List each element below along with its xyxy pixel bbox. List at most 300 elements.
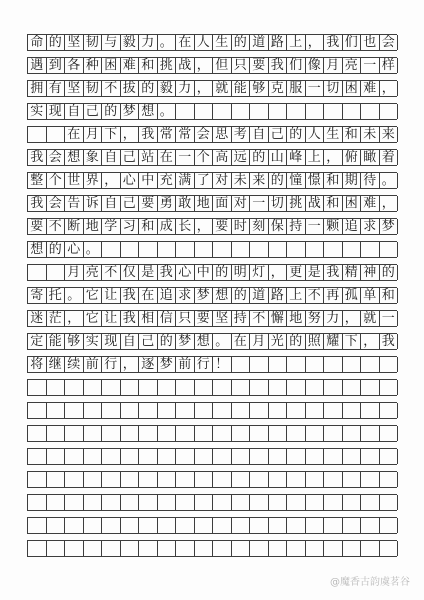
grid-cell: 们 bbox=[287, 58, 306, 73]
grid-cell: 上 bbox=[287, 35, 306, 50]
grid-cell: 懈 bbox=[269, 311, 288, 326]
grid-cell: 梦 bbox=[121, 104, 140, 119]
grid-cell: 一 bbox=[306, 219, 325, 234]
grid-cell: 行 bbox=[195, 357, 214, 372]
grid-cell bbox=[269, 541, 288, 556]
grid-cell: 毅 bbox=[121, 35, 140, 50]
grid-cell: 灯 bbox=[250, 265, 269, 280]
grid-cell: 地 bbox=[84, 219, 103, 234]
grid-cell bbox=[361, 541, 380, 556]
grid-cell: 着 bbox=[380, 150, 399, 165]
grid-cell bbox=[324, 541, 343, 556]
grid-cell: 的 bbox=[102, 104, 121, 119]
grid-cell: 现 bbox=[47, 104, 66, 119]
grid-cell: 韧 bbox=[84, 81, 103, 96]
grid-cell bbox=[84, 403, 103, 418]
grid-cell bbox=[250, 357, 269, 372]
grid-cell bbox=[47, 495, 66, 510]
grid-cell bbox=[343, 357, 362, 372]
grid-cell: 的 bbox=[139, 81, 158, 96]
grid-cell bbox=[65, 449, 84, 464]
grid-cell bbox=[139, 472, 158, 487]
grid-cell: 心 bbox=[121, 173, 140, 188]
grid-cell: ， bbox=[65, 311, 84, 326]
grid-cell bbox=[47, 518, 66, 533]
grid-cell: 能 bbox=[47, 334, 66, 349]
grid-cell: 长 bbox=[176, 219, 195, 234]
grid-cell bbox=[65, 518, 84, 533]
grid-cell bbox=[361, 104, 380, 119]
grid-cell: 会 bbox=[47, 150, 66, 165]
grid-cell: 心 bbox=[65, 242, 84, 257]
grid-cell bbox=[361, 242, 380, 257]
grid-cell: 时 bbox=[232, 219, 251, 234]
grid-cell: 的 bbox=[380, 265, 399, 280]
grid-row bbox=[27, 310, 397, 327]
grid-cell bbox=[47, 403, 66, 418]
grid-cell bbox=[195, 426, 214, 441]
grid-cell bbox=[139, 495, 158, 510]
grid-cell: 一 bbox=[380, 311, 399, 326]
grid-cell: 的 bbox=[158, 334, 177, 349]
grid-cell bbox=[361, 495, 380, 510]
grid-row bbox=[27, 80, 397, 97]
grid-cell: 自 bbox=[250, 127, 269, 142]
grid-cell: 挑 bbox=[158, 58, 177, 73]
grid-cell bbox=[213, 495, 232, 510]
grid-cell: 人 bbox=[195, 35, 214, 50]
grid-cell: 不 bbox=[102, 265, 121, 280]
grid-row bbox=[27, 103, 397, 120]
grid-cell bbox=[65, 472, 84, 487]
grid-row bbox=[27, 195, 397, 212]
grid-cell: ， bbox=[324, 150, 343, 165]
grid-cell bbox=[250, 426, 269, 441]
grid-cell bbox=[343, 449, 362, 464]
grid-cell: 我 bbox=[139, 127, 158, 142]
grid-cell: 孤 bbox=[343, 288, 362, 303]
grid-cell bbox=[287, 104, 306, 119]
grid-cell bbox=[28, 495, 47, 510]
grid-cell: 茫 bbox=[47, 311, 66, 326]
grid-cell bbox=[139, 242, 158, 257]
grid-cell: 毅 bbox=[158, 81, 177, 96]
grid-cell: 憬 bbox=[306, 173, 325, 188]
grid-cell bbox=[195, 104, 214, 119]
grid-cell: ， bbox=[306, 35, 325, 50]
grid-cell: ， bbox=[380, 196, 399, 211]
grid-cell bbox=[121, 380, 140, 395]
grid-cell bbox=[306, 357, 325, 372]
grid-cell: 高 bbox=[213, 150, 232, 165]
grid-cell bbox=[176, 403, 195, 418]
grid-cell bbox=[324, 495, 343, 510]
grid-cell: 会 bbox=[195, 127, 214, 142]
grid-row bbox=[27, 218, 397, 235]
grid-cell: 道 bbox=[250, 35, 269, 50]
grid-cell bbox=[213, 449, 232, 464]
grid-cell bbox=[65, 380, 84, 395]
grid-cell bbox=[324, 518, 343, 533]
grid-cell bbox=[324, 357, 343, 372]
grid-cell: 对 bbox=[213, 173, 232, 188]
grid-cell: 要 bbox=[250, 58, 269, 73]
grid-cell bbox=[306, 449, 325, 464]
grid-cell: 一 bbox=[176, 150, 195, 165]
grid-cell: 。 bbox=[84, 242, 103, 257]
grid-cell: 。 bbox=[65, 288, 84, 303]
grid-cell bbox=[84, 518, 103, 533]
grid-cell: 考 bbox=[232, 127, 251, 142]
grid-cell: 的 bbox=[232, 35, 251, 50]
grid-cell bbox=[121, 403, 140, 418]
grid-cell: 让 bbox=[102, 311, 121, 326]
grid-cell bbox=[139, 403, 158, 418]
grid-cell bbox=[121, 495, 140, 510]
grid-cell: 光 bbox=[269, 334, 288, 349]
grid-cell: 期 bbox=[343, 173, 362, 188]
grid-cell: 成 bbox=[158, 219, 177, 234]
grid-cell: 就 bbox=[361, 311, 380, 326]
grid-cell bbox=[380, 541, 399, 556]
grid-cell: 世 bbox=[65, 173, 84, 188]
grid-cell bbox=[47, 127, 66, 142]
grid-cell: 定 bbox=[28, 334, 47, 349]
grid-cell bbox=[232, 403, 251, 418]
grid-cell bbox=[269, 449, 288, 464]
grid-cell: 像 bbox=[306, 58, 325, 73]
grid-cell: 耀 bbox=[324, 334, 343, 349]
grid-cell bbox=[232, 242, 251, 257]
grid-row bbox=[27, 517, 397, 534]
grid-cell: 只 bbox=[232, 58, 251, 73]
grid-cell bbox=[232, 472, 251, 487]
grid-cell: 学 bbox=[102, 219, 121, 234]
grid-cell: 想 bbox=[213, 288, 232, 303]
grid-cell bbox=[28, 127, 47, 142]
grid-cell: 的 bbox=[47, 242, 66, 257]
grid-cell bbox=[380, 380, 399, 395]
grid-cell bbox=[213, 104, 232, 119]
grid-cell: 它 bbox=[84, 311, 103, 326]
grid-cell: 追 bbox=[343, 219, 362, 234]
grid-cell: 切 bbox=[269, 196, 288, 211]
grid-cell: ， bbox=[380, 81, 399, 96]
grid-cell bbox=[102, 242, 121, 257]
grid-cell: 坚 bbox=[65, 81, 84, 96]
grid-cell: 月 bbox=[65, 265, 84, 280]
grid-cell: 持 bbox=[232, 311, 251, 326]
grid-cell: 神 bbox=[361, 265, 380, 280]
grid-cell: 们 bbox=[343, 35, 362, 50]
grid-cell bbox=[176, 495, 195, 510]
grid-row bbox=[27, 333, 397, 350]
grid-cell: 求 bbox=[176, 288, 195, 303]
grid-cell: 地 bbox=[287, 311, 306, 326]
grid-cell: 前 bbox=[176, 357, 195, 372]
grid-cell: 思 bbox=[213, 127, 232, 142]
grid-cell: 生 bbox=[324, 127, 343, 142]
grid-cell: 个 bbox=[195, 150, 214, 165]
grid-cell: 能 bbox=[232, 81, 251, 96]
grid-cell: 命 bbox=[28, 35, 47, 50]
grid-cell bbox=[65, 541, 84, 556]
grid-cell bbox=[102, 426, 121, 441]
grid-cell bbox=[158, 242, 177, 257]
grid-cell bbox=[306, 495, 325, 510]
grid-cell bbox=[269, 472, 288, 487]
grid-row bbox=[27, 34, 397, 51]
grid-cell bbox=[324, 403, 343, 418]
grid-cell: 我 bbox=[121, 311, 140, 326]
grid-cell bbox=[28, 541, 47, 556]
grid-cell bbox=[287, 541, 306, 556]
grid-cell bbox=[158, 449, 177, 464]
grid-cell bbox=[176, 472, 195, 487]
grid-cell: 来 bbox=[380, 127, 399, 142]
grid-cell: 不 bbox=[102, 81, 121, 96]
grid-cell: 的 bbox=[287, 334, 306, 349]
grid-cell: 我 bbox=[324, 35, 343, 50]
grid-cell: 种 bbox=[84, 58, 103, 73]
grid-cell: 诉 bbox=[84, 196, 103, 211]
grid-cell bbox=[306, 242, 325, 257]
grid-cell bbox=[65, 426, 84, 441]
grid-cell: 遇 bbox=[28, 58, 47, 73]
grid-cell: 站 bbox=[139, 150, 158, 165]
grid-cell: 敢 bbox=[176, 196, 195, 211]
grid-cell bbox=[84, 541, 103, 556]
grid-cell bbox=[47, 380, 66, 395]
grid-cell: 的 bbox=[287, 127, 306, 142]
grid-cell bbox=[361, 449, 380, 464]
grid-cell bbox=[121, 242, 140, 257]
grid-cell bbox=[121, 449, 140, 464]
grid-cell bbox=[361, 357, 380, 372]
grid-cell bbox=[306, 403, 325, 418]
grid-cell: 的 bbox=[250, 150, 269, 165]
grid-cell: 实 bbox=[28, 104, 47, 119]
grid-cell: 告 bbox=[65, 196, 84, 211]
grid-cell: 刻 bbox=[250, 219, 269, 234]
grid-cell bbox=[121, 541, 140, 556]
grid-cell bbox=[195, 518, 214, 533]
grid-cell: 难 bbox=[121, 58, 140, 73]
grid-cell: ， bbox=[343, 311, 362, 326]
grid-cell: 一 bbox=[250, 196, 269, 211]
grid-cell bbox=[250, 541, 269, 556]
grid-cell: 己 bbox=[139, 334, 158, 349]
grid-cell bbox=[213, 403, 232, 418]
grid-cell bbox=[343, 403, 362, 418]
grid-cell bbox=[324, 472, 343, 487]
grid-cell: 拥 bbox=[28, 81, 47, 96]
grid-cell: 。 bbox=[158, 104, 177, 119]
grid-cell: 自 bbox=[102, 150, 121, 165]
grid-cell bbox=[121, 426, 140, 441]
grid-cell: 信 bbox=[158, 311, 177, 326]
grid-cell bbox=[287, 242, 306, 257]
grid-cell bbox=[324, 449, 343, 464]
grid-cell bbox=[195, 541, 214, 556]
grid-cell bbox=[158, 426, 177, 441]
grid-cell bbox=[232, 449, 251, 464]
grid-cell: 战 bbox=[306, 196, 325, 211]
grid-cell bbox=[47, 426, 66, 441]
grid-cell bbox=[306, 426, 325, 441]
grid-cell: 单 bbox=[361, 288, 380, 303]
grid-row bbox=[27, 379, 397, 396]
grid-cell bbox=[102, 472, 121, 487]
grid-cell: 各 bbox=[65, 58, 84, 73]
watermark-text: @魔香古韵虞茗谷 bbox=[330, 577, 410, 588]
grid-cell bbox=[195, 495, 214, 510]
grid-cell: 挑 bbox=[287, 196, 306, 211]
grid-cell bbox=[213, 380, 232, 395]
grid-row bbox=[27, 448, 397, 465]
grid-cell: 坚 bbox=[65, 35, 84, 50]
grid-cell bbox=[47, 449, 66, 464]
grid-row bbox=[27, 172, 397, 189]
grid-cell: 迷 bbox=[28, 311, 47, 326]
grid-cell: 在 bbox=[232, 334, 251, 349]
grid-cell: 的 bbox=[269, 173, 288, 188]
grid-cell: 瞰 bbox=[361, 150, 380, 165]
grid-cell bbox=[102, 403, 121, 418]
grid-cell: 让 bbox=[102, 288, 121, 303]
grid-cell: 俯 bbox=[343, 150, 362, 165]
grid-cell: 中 bbox=[195, 265, 214, 280]
grid-cell bbox=[269, 242, 288, 257]
grid-cell: 力 bbox=[139, 35, 158, 50]
grid-cell: 我 bbox=[158, 265, 177, 280]
grid-cell: 要 bbox=[213, 219, 232, 234]
grid-cell: 和 bbox=[343, 127, 362, 142]
grid-cell bbox=[380, 495, 399, 510]
grid-cell: 只 bbox=[176, 311, 195, 326]
grid-cell bbox=[269, 403, 288, 418]
grid-cell: 个 bbox=[47, 173, 66, 188]
grid-cell: 。 bbox=[213, 334, 232, 349]
grid-cell: 一 bbox=[361, 58, 380, 73]
grid-cell bbox=[102, 380, 121, 395]
grid-cell bbox=[28, 403, 47, 418]
grid-row bbox=[27, 57, 397, 74]
grid-cell bbox=[176, 449, 195, 464]
grid-cell bbox=[213, 426, 232, 441]
grid-cell bbox=[84, 472, 103, 487]
grid-cell bbox=[102, 495, 121, 510]
grid-cell: 常 bbox=[176, 127, 195, 142]
grid-cell: 它 bbox=[84, 288, 103, 303]
grid-cell: 要 bbox=[195, 311, 214, 326]
grid-cell bbox=[361, 472, 380, 487]
grid-cell bbox=[324, 380, 343, 395]
grid-cell bbox=[28, 380, 47, 395]
grid-cell bbox=[28, 518, 47, 533]
grid-cell: 更 bbox=[287, 265, 306, 280]
grid-cell: 寄 bbox=[28, 288, 47, 303]
grid-cell: 续 bbox=[65, 357, 84, 372]
grid-cell bbox=[269, 426, 288, 441]
grid-cell: 未 bbox=[232, 173, 251, 188]
grid-cell: 不 bbox=[250, 311, 269, 326]
grid-cell: 行 bbox=[102, 357, 121, 372]
grid-cell bbox=[250, 449, 269, 464]
grid-cell: 我 bbox=[324, 265, 343, 280]
grid-cell: 的 bbox=[213, 265, 232, 280]
grid-cell bbox=[250, 518, 269, 533]
grid-cell bbox=[232, 541, 251, 556]
grid-cell bbox=[28, 265, 47, 280]
grid-cell: 努 bbox=[306, 311, 325, 326]
grid-cell bbox=[343, 104, 362, 119]
grid-cell bbox=[343, 541, 362, 556]
grid-cell: 在 bbox=[176, 35, 195, 50]
grid-cell: 山 bbox=[269, 150, 288, 165]
grid-cell: 是 bbox=[139, 265, 158, 280]
grid-row bbox=[27, 402, 397, 419]
grid-cell: 常 bbox=[158, 127, 177, 142]
grid-cell bbox=[195, 403, 214, 418]
grid-row bbox=[27, 425, 397, 442]
grid-cell: 我 bbox=[269, 58, 288, 73]
grid-cell: 力 bbox=[176, 81, 195, 96]
grid-cell: 我 bbox=[28, 196, 47, 211]
grid-cell bbox=[102, 541, 121, 556]
grid-cell bbox=[343, 426, 362, 441]
grid-cell: 想 bbox=[28, 242, 47, 257]
grid-cell: ， bbox=[269, 265, 288, 280]
grid-cell bbox=[139, 380, 158, 395]
grid-cell bbox=[380, 449, 399, 464]
grid-cell bbox=[324, 104, 343, 119]
grid-cell bbox=[213, 518, 232, 533]
grid-cell: 地 bbox=[195, 196, 214, 211]
grid-cell bbox=[250, 403, 269, 418]
grid-cell bbox=[65, 495, 84, 510]
grid-cell bbox=[343, 242, 362, 257]
grid-cell: 难 bbox=[361, 81, 380, 96]
grid-cell: 困 bbox=[102, 58, 121, 73]
grid-cell: 会 bbox=[380, 35, 399, 50]
grid-cell bbox=[84, 426, 103, 441]
grid-cell: 来 bbox=[250, 173, 269, 188]
grid-cell: ， bbox=[195, 58, 214, 73]
grid-row bbox=[27, 241, 397, 258]
grid-cell: ， bbox=[121, 127, 140, 142]
grid-cell: ， bbox=[102, 173, 121, 188]
grid-cell: 是 bbox=[306, 265, 325, 280]
grid-cell: 持 bbox=[287, 219, 306, 234]
grid-cell: 拔 bbox=[121, 81, 140, 96]
grid-cell: 整 bbox=[28, 173, 47, 188]
grid-cell bbox=[102, 518, 121, 533]
grid-cell bbox=[65, 403, 84, 418]
grid-cell: 中 bbox=[139, 173, 158, 188]
grid-cell bbox=[306, 104, 325, 119]
grid-cell bbox=[121, 518, 140, 533]
grid-cell: 颗 bbox=[324, 219, 343, 234]
grid-cell: 梦 bbox=[158, 357, 177, 372]
grid-cell: 和 bbox=[324, 173, 343, 188]
grid-cell: 力 bbox=[324, 311, 343, 326]
grid-cell bbox=[306, 472, 325, 487]
grid-cell bbox=[250, 495, 269, 510]
grid-cell: 心 bbox=[176, 265, 195, 280]
grid-cell bbox=[232, 426, 251, 441]
grid-cell: ， bbox=[195, 219, 214, 234]
